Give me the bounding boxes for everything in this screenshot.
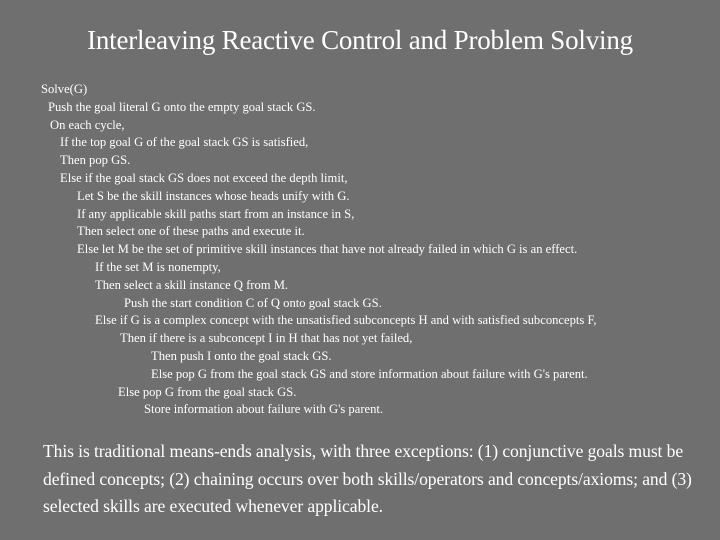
algorithm-line: Push the start condition C of Q onto goal stack GS. [124, 295, 382, 310]
algorithm-line: Else pop G from the goal stack GS. [118, 384, 297, 399]
algorithm-line: If the top goal G of the goal stack GS is satisfied, [60, 135, 309, 150]
algorithm-line: Then select one of these paths and execute it. [77, 224, 305, 239]
algorithm-line: Else if G is a complex concept with the unsatisfied subconcepts H and with satisfied subconcepts F, [95, 313, 597, 328]
algorithm-line: Then select a skill instance Q from M. [95, 277, 289, 292]
algorithm-line: Else pop G from the goal stack GS and store information about failure with G's parent. [151, 366, 588, 381]
algorithm-pseudocode [40, 81, 700, 419]
algorithm-line: Else if the goal stack GS does not exceed the depth limit, [60, 170, 348, 185]
algorithm-line: Else let M be the set of primitive skill instances that have not already failed in which G is an effect. [77, 242, 578, 257]
algorithm-line: Push the goal literal G onto the empty goal stack GS. [48, 99, 316, 114]
algorithm-line: Store information about failure with G's parent. [144, 402, 384, 417]
algorithm-line: Then push I onto the goal stack GS. [151, 348, 332, 363]
algorithm-line: Let S be the skill instances whose heads unify with G. [77, 188, 350, 203]
summary-paragraph: This is traditional means-ends analysis, with three exceptions: (1) conjunctive goals must be defined concepts; (2) chaining occurs over both skills/operators and concepts/axioms; and (3) selected skills are executed whenever applicable. [43, 441, 692, 516]
algorithm-line: Then pop GS. [60, 153, 131, 168]
algorithm-line: On each cycle, [50, 117, 125, 132]
algorithm-line: Then if there is a subconcept I in H that has not yet failed, [120, 331, 413, 346]
algorithm-line: If any applicable skill paths start from an instance in S, [77, 206, 355, 221]
algorithm-line: If the set M is nonempty, [95, 259, 221, 274]
algorithm-line: Solve(G) [41, 82, 88, 96]
slide-title: Interleaving Reactive Control and Problem Solving [87, 25, 633, 55]
